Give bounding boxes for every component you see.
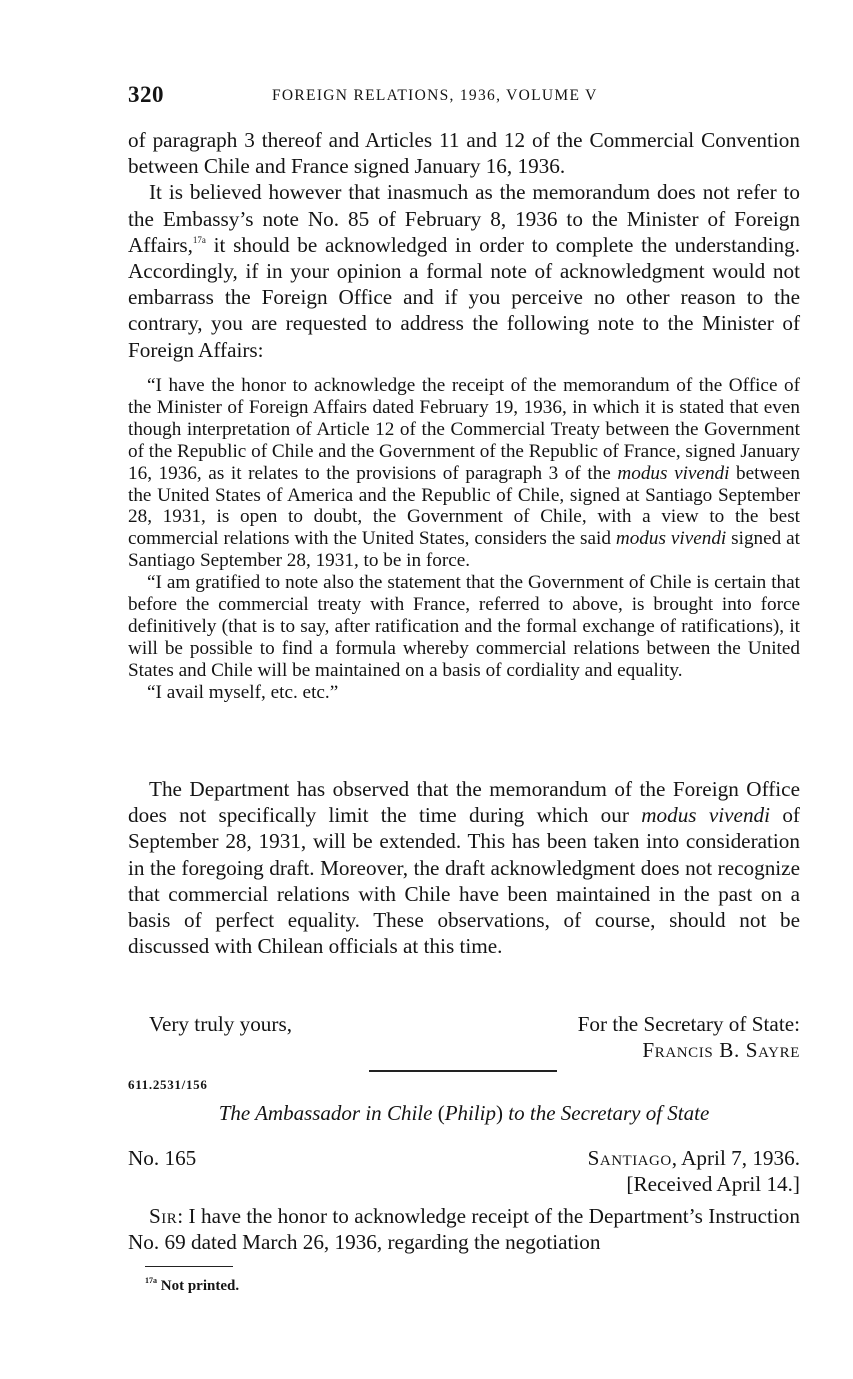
quote-italic-1: modus vivendi: [617, 462, 730, 484]
observations-paragraph: [128, 776, 800, 959]
observations-text-1: The Department has observed that the memorandum of the Foreign Office does not specifically limit the time during which our: [128, 777, 800, 828]
title-close-paren: ): [496, 1101, 504, 1125]
quote-text-2: between the United States of America and the Republic of Chile, signed at Santiago September 28, 1931, is open to doubt, the Government of Chile, with a view to the best commercial relations with the United States, considers the said: [128, 462, 800, 550]
document-title: [128, 1101, 800, 1126]
file-number: 611.2531/156: [128, 1077, 208, 1092]
section-divider: [369, 1070, 557, 1072]
title-country: Chile: [386, 1101, 433, 1125]
page-header: [128, 82, 798, 114]
quote-text-1: “I have the honor to acknowledge the receipt of the memorandum of the Office of the Minister of Foreign Affairs dated February 19, 1936, in which it is stated that even though interpretation of Article 12 of the Commercial Treaty between the Government of the Republic of Chile and the Government of the Republic of France, signed January 16, 1936, as it relates to the provisions of paragraph 3 of the: [128, 375, 800, 484]
footnote-divider: [145, 1266, 233, 1267]
instruction-text-2: it should be acknowledged in order to complete the understanding. Accordingly, if in your opinion a formal note of acknowledgment would not embarrass the Foreign Office and if you perceive no other reason to the contrary, you are requested to address the following note to the Minister of Foreign Affairs:: [128, 232, 800, 362]
quoted-paragraph-3: “I avail myself, etc. etc.”: [147, 681, 339, 703]
despatch-body: [128, 1203, 800, 1255]
quoted-note: [128, 375, 800, 704]
observations-italic: modus vivendi: [641, 803, 771, 828]
dateline-block: [128, 1145, 800, 1197]
observations-section: [128, 776, 800, 959]
closing-block: [128, 1011, 800, 1067]
complimentary-close: Very truly yours,: [149, 1012, 292, 1036]
despatch-salutation: Sir: [149, 1204, 178, 1228]
footnote-marker: 17a: [145, 1276, 157, 1285]
running-head: FOREIGN RELATIONS, 1936, VOLUME V: [272, 87, 598, 104]
date: , April 7, 1936.: [671, 1146, 800, 1170]
observations-text-2: of September 28, 1931, will be extended. This has been taken into consideration in the foregoing draft. Moreover, the draft acknowledgment does not recognize that commercial relations with Chile have been maintained in the past on a basis of perfect equality. These observations, of course, should not be discussed with Chilean officials at this time.: [128, 803, 800, 959]
instruction-paragraph: [128, 179, 800, 362]
intro-section: [128, 127, 800, 363]
quoted-paragraph-1: [128, 375, 800, 572]
instruction-text-1: It is believed however that inasmuch as the memorandum does not refer to the Embassy’s note No. 85 of February 8, 1936 to the Minister of Foreign Affairs,: [128, 180, 800, 257]
quote-text-3: signed at Santiago September 28, 1931, to be in force.: [128, 528, 800, 572]
despatch-opening-paragraph: [128, 1203, 800, 1255]
place-date: [588, 1145, 800, 1171]
despatch-text: : I have the honor to acknowledge receipt of the Department’s Instruction No. 69 dated March 26, 1936, regarding the negotiation: [128, 1204, 800, 1255]
quote-italic-2: modus vivendi: [615, 528, 727, 550]
title-text-2: to the Secretary of State: [503, 1101, 710, 1125]
for-secretary-line: For the Secretary of State:: [577, 1012, 800, 1036]
footnote-text: Not printed.: [157, 1278, 240, 1294]
quoted-paragraph-2: “I am gratified to note also the statement that the Government of Chile is certain that before the commercial treaty with France, referred to above, is brought into force definitively (that is to say, after ratification and the formal exchange of ratifications), it will be possible to find a formula whereby commercial relations between the United States and Chile will be maintained on a basis of cordiality and equality.: [128, 572, 800, 681]
page-number: 320: [128, 82, 164, 107]
footnote: [145, 1278, 239, 1295]
continuation-paragraph: of paragraph 3 thereof and Articles 11 and 12 of the Commercial Convention between Chile and France signed January 16, 1936.: [128, 128, 800, 179]
received-date: [Received April 14.]: [626, 1172, 800, 1196]
title-name: Philip: [444, 1101, 497, 1125]
footnote-reference: 17a: [192, 234, 206, 245]
signature: Francis B. Sayre: [642, 1038, 800, 1062]
place: Santiago: [587, 1146, 672, 1170]
title-text-1: The Ambassador in: [218, 1101, 387, 1125]
title-open-paren: (: [432, 1101, 445, 1125]
despatch-number: No. 165: [128, 1146, 197, 1170]
